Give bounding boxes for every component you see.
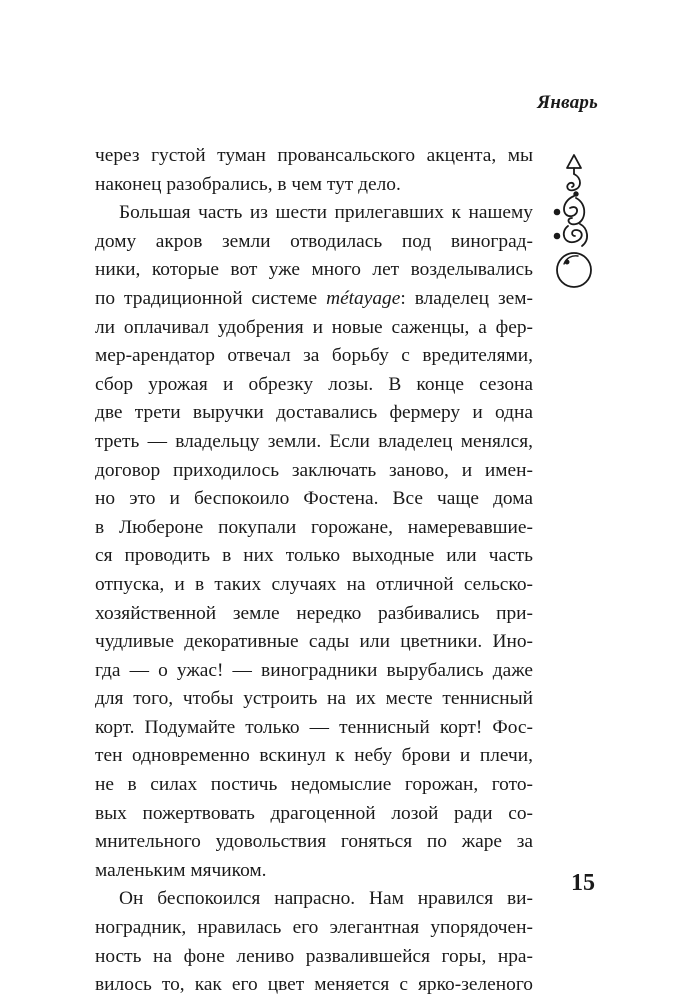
text-line: вых пожертвовать драгоценной лозой ради со- bbox=[95, 802, 533, 824]
text-line: тен одновременно вскинул к небу брови и плечи, bbox=[95, 745, 533, 767]
foreign-term: métayage bbox=[326, 287, 401, 309]
text-line: маленьким мячиком. bbox=[95, 859, 267, 881]
text-line: гда — о ужас! — виноградники вырубались даже bbox=[95, 659, 533, 681]
filigree-pendant-ornament-icon bbox=[550, 152, 598, 292]
text-fragment: : владелец зем- bbox=[400, 287, 533, 309]
text-line: ся проводить в них только выходные или часть bbox=[95, 545, 533, 567]
text-line: ность на фоне лениво развалившейся горы, нра- bbox=[95, 945, 533, 967]
text-line: в Любероне покупали горожане, намеревавшие- bbox=[95, 516, 533, 538]
text-line: но это и беспокоило Фостена. Все чаще дома bbox=[95, 488, 533, 510]
paragraph-first-line: Он беспокоился напрасно. Нам нравился ви- bbox=[119, 888, 533, 910]
text-line: договор приходилось заключать заново, и имен- bbox=[95, 459, 533, 481]
running-head-title: Январь bbox=[537, 92, 598, 113]
text-line: наконец разобрались, в чем тут дело. bbox=[95, 173, 401, 195]
text-line: вилось то, как его цвет меняется с ярко-зеленого bbox=[95, 974, 533, 996]
text-line: ли оплачивал удобрения и новые саженцы, а фер- bbox=[95, 316, 533, 338]
body-text bbox=[95, 142, 533, 1000]
text-line: для того, чтобы устроить на их месте теннисный bbox=[95, 688, 533, 710]
text-line: ноградник, нравилась его элегантная упорядочен- bbox=[95, 917, 533, 939]
text-line: через густой туман провансальского акцента, мы bbox=[95, 145, 533, 166]
text-line: мнительного удовольствия гоняться по жаре за bbox=[95, 831, 533, 853]
text-line: хозяйственной земле нередко разбивались при- bbox=[95, 602, 533, 624]
paragraph-first-line: Большая часть из шести прилегавших к нашему bbox=[119, 202, 533, 224]
text-line: не в силах постичь недомыслие горожан, гото- bbox=[95, 774, 533, 796]
text-line: сбор урожая и обрезку лозы. В конце сезона bbox=[95, 373, 533, 395]
text-line: мер-арендатор отвечал за борьбу с вредителями, bbox=[95, 345, 533, 367]
text-line: корт. Подумайте только — теннисный корт! Фос- bbox=[95, 716, 533, 738]
text-line: дому акров земли отводилась под виноград- bbox=[95, 230, 533, 252]
page-number: 15 bbox=[571, 870, 595, 896]
text-fragment: по традиционной системе bbox=[95, 287, 327, 309]
text-line: чудливые декоративные сады или цветники. Ино- bbox=[95, 631, 533, 653]
text-line: две трети выручки доставались фермеру и одна bbox=[95, 402, 533, 424]
text-line-with-foreign-term bbox=[95, 285, 533, 314]
text-line: отпуска, и в таких случаях на отличной сельско- bbox=[95, 573, 533, 595]
text-line: ники, которые вот уже много лет возделывались bbox=[95, 259, 533, 281]
text-line: треть — владельцу земли. Если владелец менялся, bbox=[95, 430, 533, 452]
